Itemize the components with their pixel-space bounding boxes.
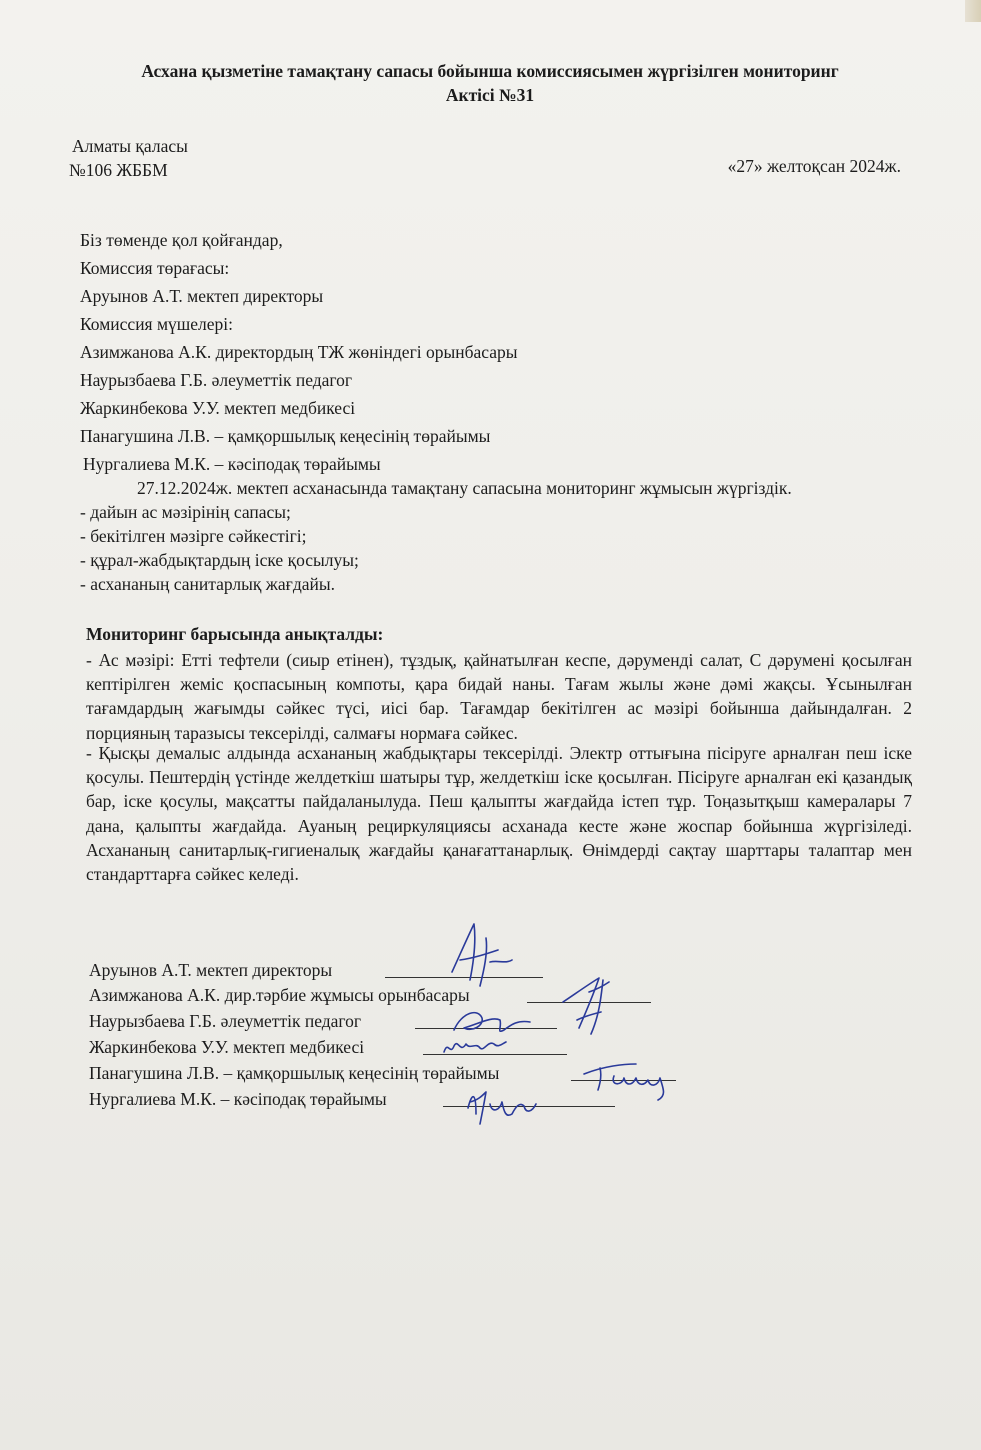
member-line: Азимжанова А.К. директордың ТЖ жөніндегі орынбасары bbox=[80, 342, 518, 362]
findings-equipment-paragraph: - Қысқы демалыс алдында асхананың жабдықтары тексерілді. Электр оттығына пісіруге арналған пеш іске қосулы. Пештердің үстінде желдеткіш шатыры тұр, желдеткіш іске қосылған. Пісіруге арналған екі қазандық бар, іске қосулы, мақсатты пайдаланылуда. Пеш қалыпты жағдайда істеп тұр. Тоңазытқыш камералары 7 дана, қалыпты жағдайда. Ауаның рециркуляциясы асханада кесте және жоспар бойынша жүргізіледі. Асхананың санитарлық-гигиеналық жағдайы қанағаттанарлық. Өнімдерді сақтау шарттары талаптар мен стандарттарға сәйкес келеді. bbox=[86, 743, 912, 885]
document-date: «27» желтоқсан 2024ж. bbox=[727, 156, 901, 176]
signatory-deputy: Азимжанова А.К. дир.тәрбие жұмысы орынбасары bbox=[89, 985, 470, 1005]
director-signature-icon bbox=[440, 920, 520, 990]
monitoring-lead: 27.12.2024ж. мектеп асханасында тамақтану сапасына мониторинг жұмысын жүргіздік. bbox=[137, 478, 792, 498]
trade-union-signature-icon bbox=[462, 1084, 562, 1128]
checklist-item: - бекітілген мәзірге сәйкестігі; bbox=[80, 526, 307, 546]
city: Алматы қаласы bbox=[72, 136, 188, 156]
school: №106 ЖББМ bbox=[69, 160, 168, 180]
signatory-social-pedagogue: Наурызбаева Г.Б. әлеуметтік педагог bbox=[89, 1011, 362, 1031]
checklist-item: - дайын ас мәзірінің сапасы; bbox=[80, 502, 291, 522]
checklist-item: - асхананың санитарлық жағдайы. bbox=[80, 574, 335, 594]
member-line: Нургалиева М.К. – кәсіподақ төрайымы bbox=[83, 454, 381, 474]
members-label: Комиссия мүшелері: bbox=[80, 314, 234, 334]
signatory-nurse: Жаркинбекова У.У. мектеп медбикесі bbox=[89, 1037, 365, 1057]
checklist-item: - құрал-жабдықтардың іске қосылуы; bbox=[80, 550, 359, 570]
member-line: Панагушина Л.В. – қамқоршылық кеңесінің төрайымы bbox=[80, 426, 491, 446]
findings-heading: Мониторинг барысында анықталды: bbox=[86, 624, 384, 644]
member-line: Наурызбаева Г.Б. әлеуметтік педагог bbox=[80, 370, 353, 390]
trustee-signature-icon bbox=[580, 1056, 690, 1104]
member-line: Жаркинбекова У.У. мектеп медбикесі bbox=[80, 398, 356, 418]
page-corner bbox=[965, 0, 981, 22]
signatory-trade-union: Нургалиева М.К. – кәсіподақ төрайымы bbox=[89, 1089, 387, 1109]
findings-menu-paragraph: - Ас мәзірі: Етті тефтели (сиыр етінен), тұздық, қайнатылған кеспе, дәруменді салат, С дәрумені қосылған кептірілген жеміс қоспасының компоты, қара бидай наны. Тағам жылы және дәмі жақсы. Ұсынылған тағамдардың жағымды сәйкес түсі, иісі бар. Тағамдар бекітілген ас мәзірі бойынша дайындалған. 2 порцияның таразысы тексерілді, салмағы нормаға сәйкес. bbox=[86, 650, 912, 743]
chair-name: Аруынов А.Т. мектеп директоры bbox=[80, 286, 324, 306]
chair-label: Комиссия төрағасы: bbox=[80, 258, 230, 278]
deputy-signature-icon bbox=[555, 972, 625, 1042]
intro-line: Біз төменде қол қойғандар, bbox=[80, 230, 283, 250]
signatory-trustee-council: Панагушина Л.В. – қамқоршылық кеңесінің төрайымы bbox=[89, 1063, 500, 1083]
nurse-signature-icon bbox=[440, 1032, 520, 1068]
document-title: Асхана қызметіне тамақтану сапасы бойынша комиссиясымен жүргізілген мониторинг bbox=[141, 61, 839, 81]
signatory-director: Аруынов А.Т. мектеп директоры bbox=[89, 960, 333, 980]
act-number: Актісі №31 bbox=[445, 85, 535, 105]
